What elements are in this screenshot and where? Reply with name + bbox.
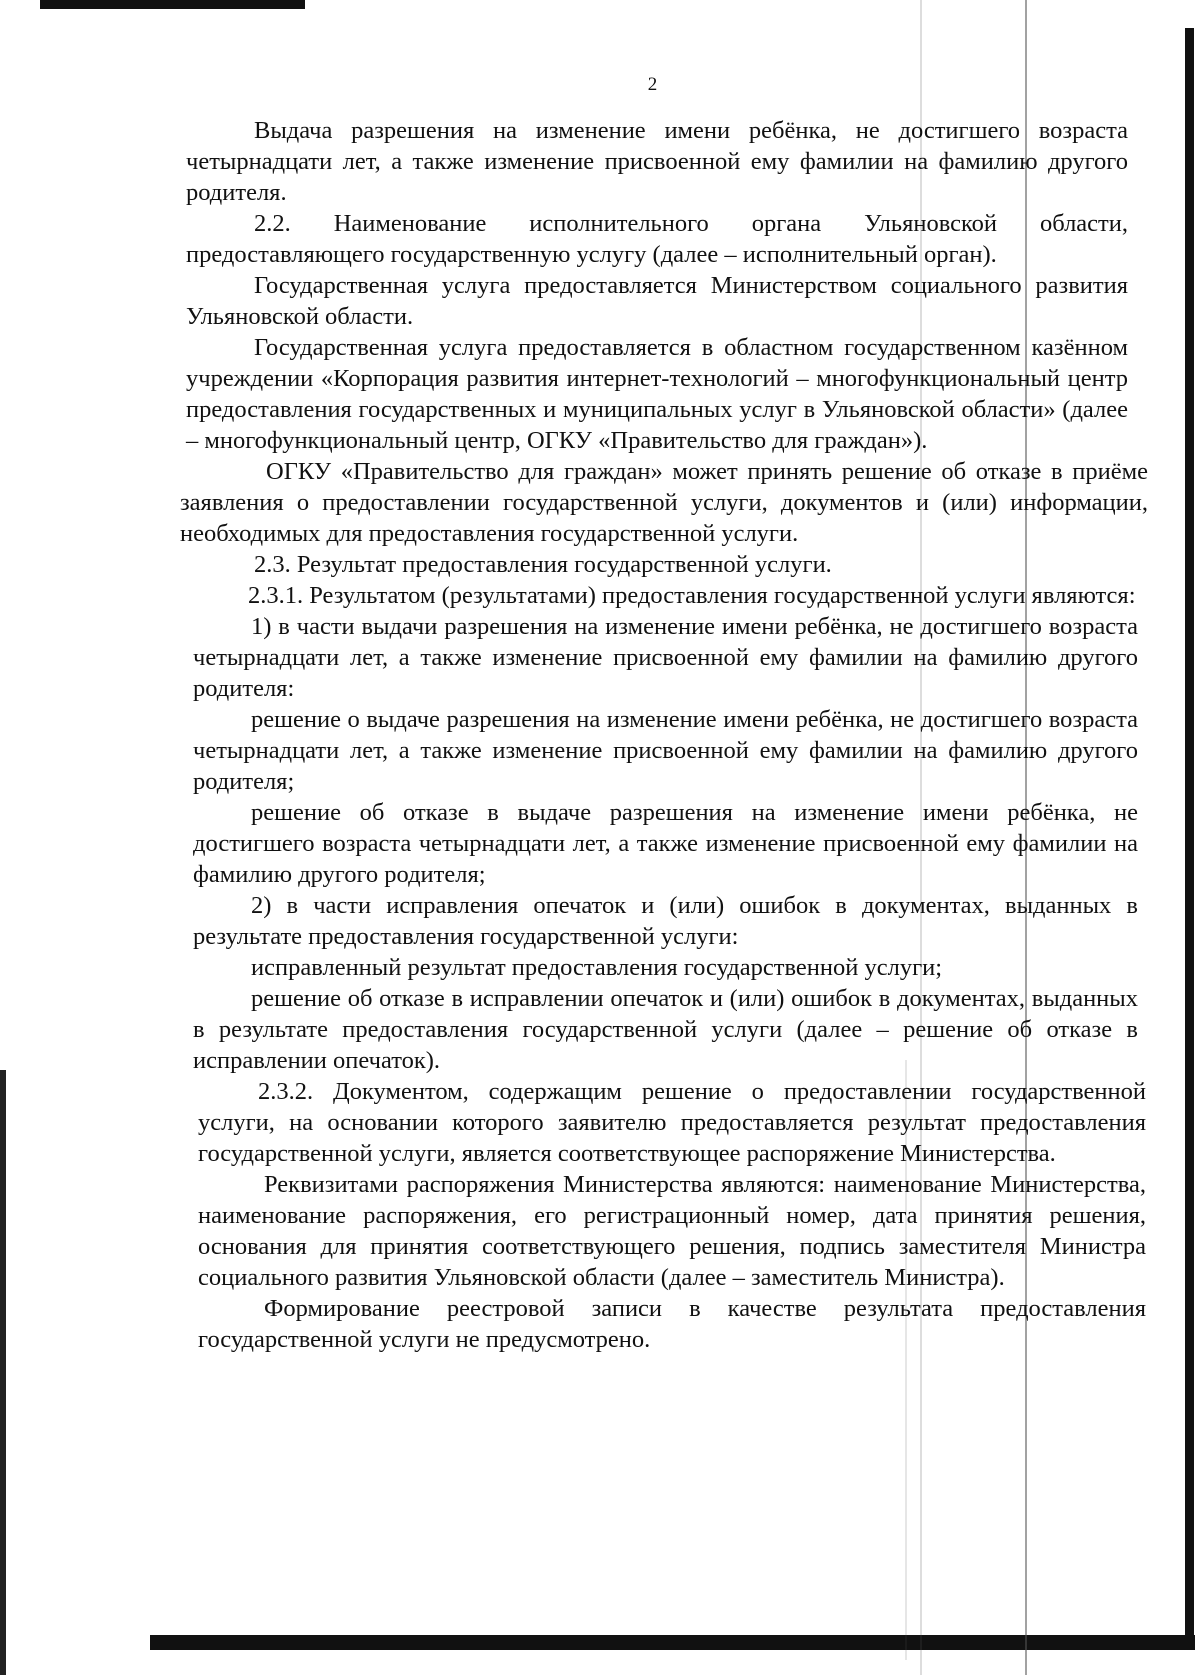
paragraph: Государственная услуга предоставляется Министерством социального развития Ульяновской области.: [186, 272, 1128, 330]
paragraph: Государственная услуга предоставляется в областном государственном казённом учреждении «Корпорация развития интернет-технологий – многофункциональный центр предоставления государственных и муниципальных услуг в Ульяновской области» (далее – многофункциональный центр, ОГКУ «Правительство для граждан»).: [186, 334, 1128, 454]
list-item: 2) в части исправления опечаток и (или) ошибок в документах, выданных в результате предоставления государственной услуги:: [193, 892, 1138, 950]
list-item: 1) в части выдачи разрешения на изменение имени ребёнка, не достигшего возраста четырнадцати лет, а также изменение присвоенной ему фамилии на фамилию другого родителя:: [193, 613, 1138, 702]
scan-edge-bottom: [150, 1635, 1195, 1650]
list-item: решение об отказе в выдаче разрешения на изменение имени ребёнка, не достигшего возраста четырнадцати лет, а также изменение присвоенной ему фамилии на фамилию другого родителя;: [193, 799, 1138, 888]
paragraph: Реквизитами распоряжения Министерства являются: наименование Министерства, наименование распоряжения, его регистрационный номер, дата принятия решения, основания для принятия соответствующего решения, подпись заместителя Министра социального развития Ульяновской области (далее – заместитель Министра).: [198, 1171, 1146, 1291]
list-item: решение об отказе в исправлении опечаток и (или) ошибок в документах, выданных в результате предоставления государственной услуги (далее – решение об отказе в исправлении опечаток).: [193, 985, 1138, 1074]
paragraph: ОГКУ «Правительство для граждан» может принять решение об отказе в приёме заявления о предоставлении государственной услуги, документов и (или) информации, необходимых для предоставления государственной услуги.: [180, 458, 1148, 547]
document-body: [0, 115, 1200, 1355]
paragraph: 2.3.2. Документом, содержащим решение о предоставлении государственной услуги, на основании которого заявителю предоставляется результат предоставления государственной услуги, является соответствующее распоряжение Министерства.: [198, 1078, 1146, 1167]
paragraph: Выдача разрешения на изменение имени ребёнка, не достигшего возраста четырнадцати лет, а также изменение присвоенной ему фамилии на фамилию другого родителя.: [186, 117, 1128, 206]
section-refusal: [180, 456, 1148, 580]
page-number: 2: [647, 74, 658, 95]
paragraph: 2.3. Результат предоставления государственной услуги.: [254, 551, 832, 578]
paragraph: 2.2. Наименование исполнительного органа Ульяновской области, предоставляющего государственную услугу (далее – исполнительный орган).: [186, 210, 1128, 268]
section-document: [198, 1076, 1146, 1355]
paragraph: 2.3.1. Результатом (результатами) предоставления государственной услуги являются:: [248, 582, 1136, 609]
section-service-name: [186, 115, 1128, 456]
scan-edge-top: [40, 0, 305, 9]
section-result: [193, 580, 1138, 1076]
list-item: решение о выдаче разрешения на изменение имени ребёнка, не достигшего возраста четырнадцати лет, а также изменение присвоенной ему фамилии на фамилию другого родителя;: [193, 706, 1138, 795]
paragraph: Формирование реестровой записи в качестве результата предоставления государственной услуги не предусмотрено.: [198, 1295, 1146, 1353]
list-item: исправленный результат предоставления государственной услуги;: [251, 954, 943, 981]
